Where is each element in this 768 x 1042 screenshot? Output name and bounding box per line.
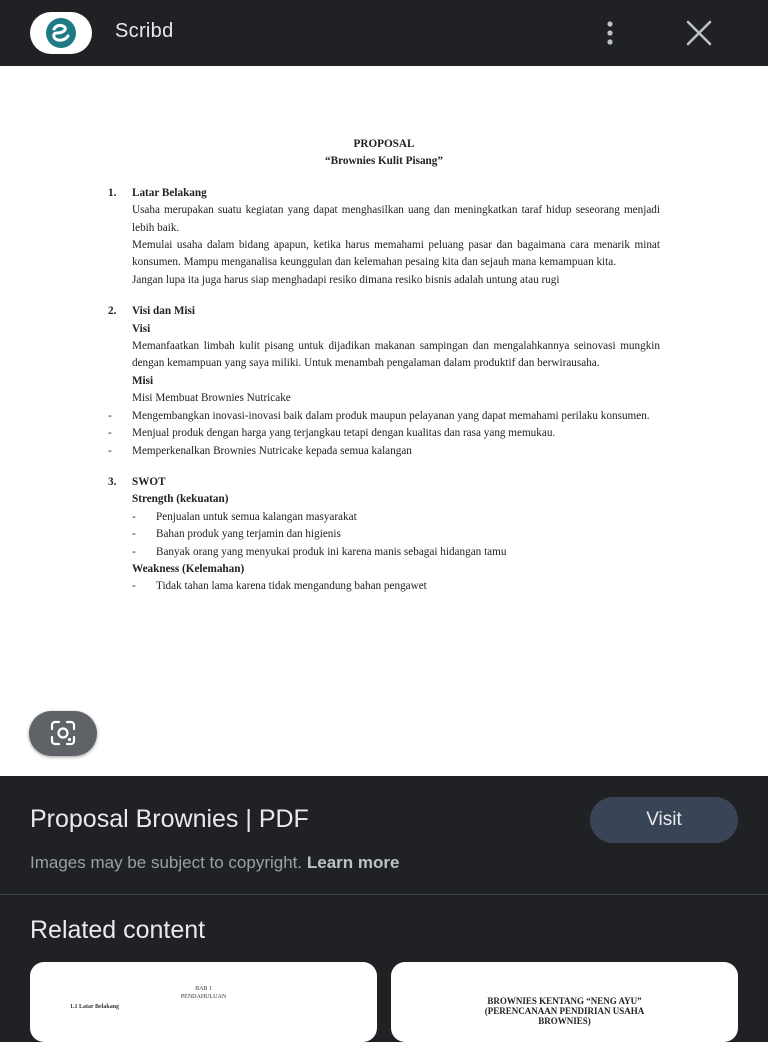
section-number: 3.	[108, 475, 117, 488]
list-item	[108, 526, 660, 543]
section-heading: SWOT	[132, 475, 166, 488]
google-lens-icon[interactable]	[29, 711, 97, 756]
more-vert-icon[interactable]	[596, 18, 624, 48]
card-text: PENDAHULUAN	[180, 994, 227, 1000]
misi-label: Misi	[132, 374, 154, 387]
result-title[interactable]: Proposal Brownies | PDF	[30, 805, 309, 833]
divider	[0, 894, 768, 895]
list-item	[108, 578, 660, 595]
card-text: BAB 1	[195, 986, 212, 992]
section-heading: Visi dan Misi	[132, 305, 195, 318]
visit-button[interactable]: Visit	[590, 797, 738, 843]
strength-label: Strength (kekuatan)	[132, 493, 229, 506]
list-item	[108, 408, 660, 425]
weakness-label: Weakness (Kelemahan)	[132, 562, 245, 575]
card-text: (PERENCANAAN PENDIRIAN USAHA	[484, 1006, 645, 1016]
list-item-text: Tidak tahan lama karena tidak mengandung bahan pengawet	[156, 580, 427, 593]
card-text: BROWNIES KENTANG “NENG AYU”	[487, 996, 642, 1006]
visi-label: Visi	[132, 322, 151, 335]
list-item	[108, 509, 660, 526]
bullet: -	[132, 510, 136, 523]
bullet: -	[132, 580, 136, 593]
learn-more-link[interactable]: Learn more	[306, 853, 400, 872]
card-text: 1.1 Latar Belakang	[70, 1004, 120, 1010]
bullet: -	[108, 409, 112, 422]
section-number: 1.	[108, 186, 117, 199]
paragraph: Jangan lupa ita juga harus siap menghadapi resiko dimana resiko bisnis adalah untung atau rugi	[132, 273, 560, 286]
document-page	[108, 136, 660, 610]
list-item-text: Mengembangkan inovasi-inovasi baik dalam produk maupun pelayanan yang dapat memahami perilaku konsumen.	[132, 409, 650, 422]
bullet: -	[132, 528, 136, 541]
list-item-text: Penjualan untuk semua kalangan masyarakat	[156, 510, 357, 523]
list-item-text: Menjual produk dengan harga yang terjangkau tetapi dengan kualitas dan rasa yang memukau.	[132, 427, 556, 440]
bullet: -	[108, 427, 112, 440]
doc-subtitle: “Brownies Kulit Pisang”	[325, 155, 443, 168]
result-info-panel	[0, 776, 768, 894]
list-item	[108, 544, 660, 561]
doc-title: PROPOSAL	[353, 138, 415, 150]
copyright-notice	[30, 853, 399, 873]
related-card[interactable]	[391, 962, 738, 1042]
close-icon[interactable]	[684, 18, 714, 48]
related-card[interactable]	[30, 962, 377, 1042]
section-visi-misi	[108, 303, 660, 460]
misi-text: Misi Membuat Brownies Nutricake	[132, 392, 291, 405]
site-name: Scribd	[115, 20, 174, 42]
bullet: -	[132, 545, 136, 558]
card-text: BROWNIES)	[538, 1016, 591, 1026]
top-bar	[0, 0, 768, 66]
section-latar-belakang	[108, 185, 660, 289]
image-viewer[interactable]	[0, 66, 768, 776]
paragraph: Usaha merupakan suatu kegiatan yang dapat menghasilkan uang dan meningkatkan taraf hidup seseorang menjadi lebih baik.	[132, 204, 660, 234]
section-heading: Latar Belakang	[132, 186, 207, 199]
section-number: 2.	[108, 305, 117, 318]
section-swot	[108, 474, 660, 596]
scribd-logo-icon	[30, 12, 92, 54]
visi-text: Memanfaatkan limbah kulit pisang untuk dijadikan makanan sampingan dan mengalahkannya seinovasi mungkin dengan kemampuan yang saya miliki. Untuk menambah pengalaman dalam produktif dan berwirausaha.	[132, 340, 660, 370]
list-item	[108, 443, 660, 460]
list-item-text: Banyak orang yang menyukai produk ini karena manis sebagai hidangan tamu	[156, 545, 507, 558]
list-item-text: Memperkenalkan Brownies Nutricake kepada semua kalangan	[132, 444, 412, 457]
related-content-heading: Related content	[30, 916, 206, 944]
paragraph: Memulai usaha dalam bidang apapun, ketika harus memahami peluang pasar dan bagaimana cara menarik minat konsumen. Mampu menganalisa keunggulan dan kelemahan pesaing kita dan sejauh mana kemampuan kita.	[132, 239, 660, 269]
list-item	[108, 425, 660, 442]
list-item-text: Bahan produk yang terjamin dan higienis	[156, 528, 341, 541]
bullet: -	[108, 444, 112, 457]
copyright-text: Images may be subject to copyright.	[30, 853, 303, 872]
